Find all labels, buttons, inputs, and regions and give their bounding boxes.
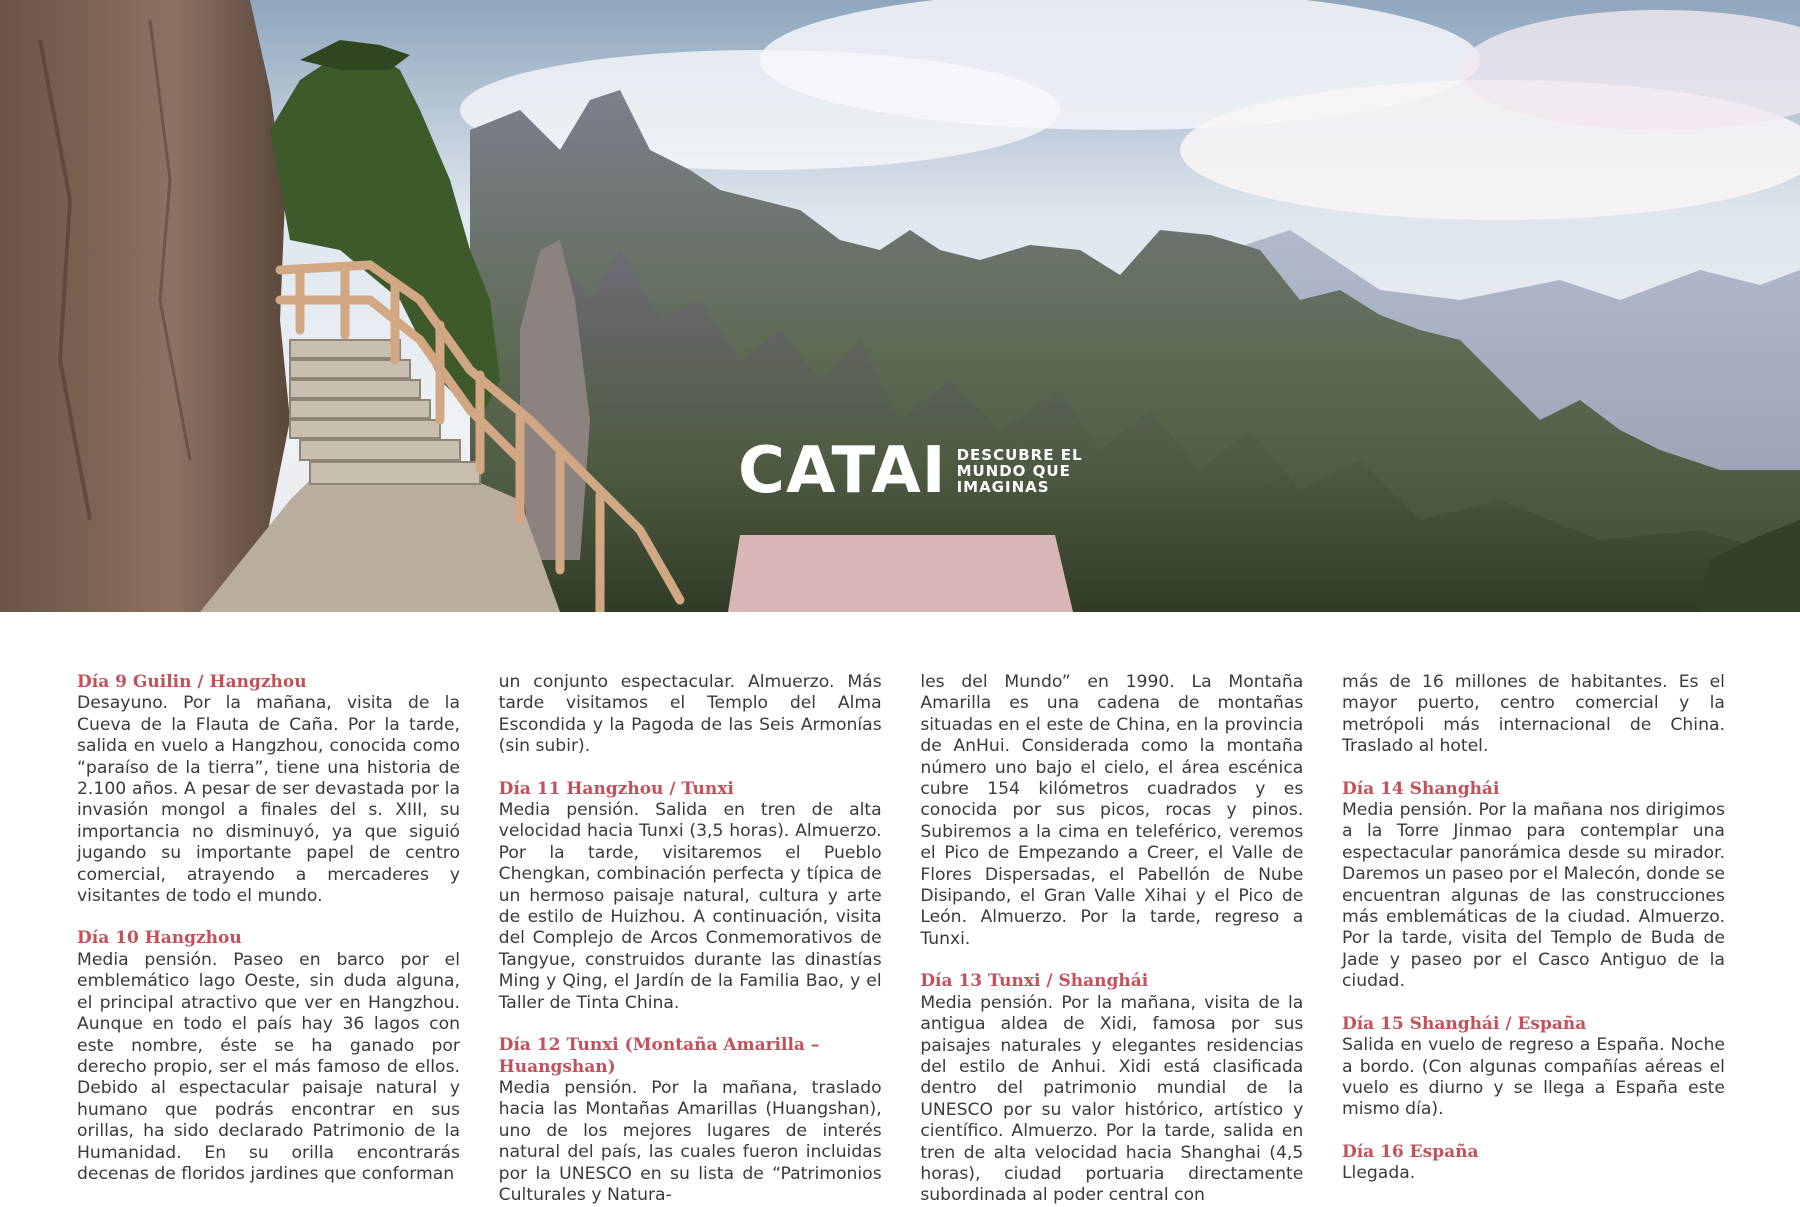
column-1 <box>77 672 460 1207</box>
day-heading: Día 15 Shanghái / España <box>1341 1013 1587 1034</box>
day-heading: Día 11 Hangzhou / Tunxi <box>498 778 734 799</box>
day-description: Llegada. <box>1341 1163 1416 1184</box>
day-description: Media pensión. Salida en tren de alta velocidad hacia Tunxi (3,5 horas). Almuerzo. Por la tarde, visitaremos el Pueblo Chengkan, combinación perfecta y típica de un hermoso paisaje natural, cultura y arte de estilo de Huizhou. A continuación, visita del Complejo de Arcos Conmemorativos de Tangyue, construidos durante las dinastías Ming y Qing, el Jardín de la Familia Bao, y el Taller de Tinta China. <box>498 800 882 1013</box>
tagline-line: MUNDO QUE <box>956 462 1071 480</box>
tagline-line: IMAGINAS <box>956 478 1050 496</box>
day-heading: Día 16 España <box>1341 1141 1479 1162</box>
pink-tab-decoration <box>728 535 1073 612</box>
tagline-line: DESCUBRE EL <box>956 446 1083 464</box>
day-description: les del Mundo” en 1990. La Montaña Amarilla es una cadena de montañas situadas en el este de China, en la provincia de AnHui. Considerada como la montaña número uno bajo el cielo, el área escénica cubre 154 kilómetros cuadrados y es conocida por sus picos, rocas y pinos. Subiremos a la cima en teleférico, veremos el Pico de Empezando a Creer, el Valle de Flores Dispersadas, el Pabellón de Nube Disipando, el Gran Valle Xihai y el Pico de León. Almuerzo. Por la tarde, regreso a Tunxi. <box>920 672 1304 949</box>
day-heading: Día 10 Hangzhou <box>77 928 242 949</box>
day-description: Media pensión. Por la mañana nos dirigimos a la Torre Jinmao para contemplar una espectacular panorámica desde su mirador. Daremos un paseo por el Malecón, donde se encuentran algunas de las construcciones más emblemáticas de la ciudad. Almuerzo. Por la tarde, visita del Templo de Buda de Jade y paseo por el Casco Antiguo de la ciudad. <box>1341 800 1725 992</box>
day-description: Media pensión. Por la mañana, visita de la antigua aldea de Xidi, famosa por sus paisajes naturales y elegantes residencias del estilo de Anhui. Xidi está clasificada dentro del patrimonio mundial de la UNESCO por su valor histórico, artístico y científico. Almuerzo. Por la tarde, salida en tren de alta velocidad hacia Shanghai (4,5 horas), ciudad portuaria directamente subordinada al poder central con <box>920 992 1304 1206</box>
brand-name: CATAI <box>738 434 947 508</box>
day-description: un conjunto espectacular. Almuerzo. Más tarde visitamos el Templo del Alma Escondida y la Pagoda de las Seis Armonías (sin subir). <box>498 672 882 757</box>
day-heading: Día 12 Tunxi (Montaña Amarilla – Huangshan) <box>498 1035 820 1077</box>
day-heading: Día 9 Guilin / Hangzhou <box>77 672 307 692</box>
brand-tagline <box>957 447 1083 495</box>
day-description: Desayuno. Por la mañana, visita de la Cueva de la Flauta de Caña. Por la tarde, salida en vuelo a Hangzhou, conocida como “paraíso de la tierra”, tiene una historia de 2.100 años. A pesar de ser devastada por la invasión mongol a finales del s. XIII, su importancia no disminuyó, ya que siguió jugando su importante papel de centro comercial, atrayendo a mercaderes y visitantes de todo el mundo. <box>77 693 460 907</box>
column-2 <box>499 672 882 1207</box>
catai-logo <box>738 436 1083 506</box>
column-4 <box>1342 672 1725 1207</box>
itinerary-columns <box>77 672 1725 1207</box>
day-description: Salida en vuelo de regreso a España. Noche a bordo. (Con algunas compañías aéreas el vuelo es diurno y se llega a España este mismo día). <box>1341 1035 1725 1120</box>
day-description: Media pensión. Paseo en barco por el emblemático lago Oeste, sin duda alguna, el principal atractivo que ver en Hangzhou. Aunque en todo el país hay 36 lagos con este nombre, éste se ha ganado por derecho propio, ser el más famoso de ellos. Debido al espectacular paisaje natural y humano que podrás encontrar en sus orillas, ha sido declarado Patrimonio de la Humanidad. En su orilla encontrarás decenas de floridos jardines que conforman <box>77 949 460 1184</box>
day-description: Media pensión. Por la mañana, traslado hacia las Montañas Amarillas (Huangshan), uno de los mejores lugares de interés natural del país, las cuales fueron incluidas por la UNESCO en su lista de “Patrimonios Culturales y Natura- <box>498 1077 882 1205</box>
day-heading: Día 14 Shanghái <box>1341 778 1500 799</box>
day-heading: Día 13 Tunxi / Shanghái <box>920 971 1149 992</box>
column-3 <box>920 672 1303 1207</box>
day-description: más de 16 millones de habitantes. Es el mayor puerto, centro comercial y la metrópoli más internacional de China. Traslado al hotel. <box>1341 672 1725 757</box>
